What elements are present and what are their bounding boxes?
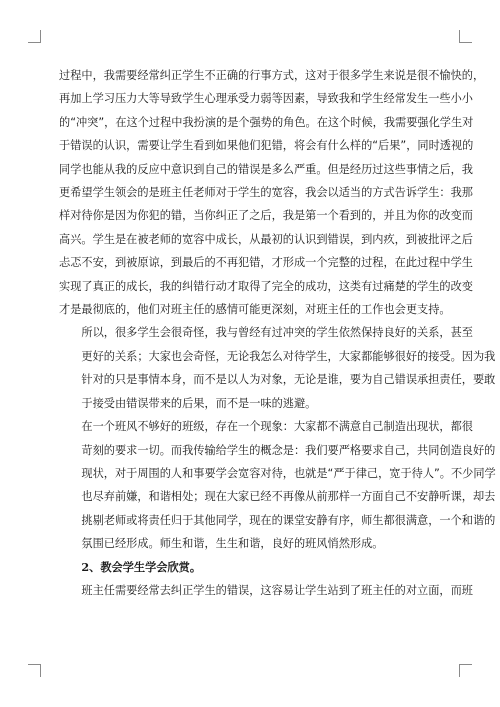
text-line: 于错误的认识，需要让学生看到如果他们犯错，将会有什么样的“后果”，同时透视的 [59, 139, 474, 153]
text-line: 针对的只是事情本身，而不是以人为对象，无论是谁，要为自己错误承担责任，要敢 [81, 373, 496, 387]
text-line: 现状，对于周围的人和事要学会宽容对待，也就是“严于律己，宽于待人”。不少同学 [81, 466, 496, 480]
text-line: 也尽弃前嫌，和谐相处；现在大家已经不再像从前那样一方面自己不安静听课，却去 [81, 490, 496, 504]
text-line: 苛刻的要求一切。而我传输给学生的概念是：我们要严格要求自己，共同创造良好的 [81, 443, 496, 457]
text-line: 班主任需要经常去纠正学生的错误，这容易让学生站到了班主任的对立面，而班 [81, 583, 473, 597]
text-line: 挑剔老师或将责任归于其他同学，现在的课堂安静有序，师生都很满意，一个和谐的 [81, 513, 496, 527]
text-line: 所以，很多学生会很奇怪，我与曾经有过冲突的学生依然保持良好的关系，甚至 [81, 326, 473, 340]
section-heading [59, 556, 443, 579]
text-line: 再加上学习压力大等导致学生心理承受力弱等因素，导致我和学生经常发生一些小小 [59, 92, 473, 106]
text-line: 氛围已经形成。师生和谐，生生和谐，良好的班风悄然形成。 [81, 537, 384, 551]
crop-mark-top-right [459, 30, 472, 43]
text-line: 高兴。学生是在被老师的宽容中成长，从最初的认识到错误，到内疚，到被批评之后 [59, 232, 473, 246]
text-line: 才是最彻底的，他们对班主任的感情可能更深刻，对班主任的工作也会更支持。 [59, 303, 451, 317]
text-line: 在一个班风不够好的班级，存在一个现象：大家都不满意自己制造出现状，都很 [81, 420, 473, 434]
paragraph-class-atmosphere [59, 415, 496, 555]
document-body [59, 64, 496, 602]
crop-mark-top-left [28, 30, 41, 43]
crop-mark-bottom-right [459, 664, 472, 677]
paragraph-good-relations [59, 321, 496, 415]
heading-line: 2、教会学生学会欣赏。 [81, 559, 202, 574]
paragraph-teacher-correction [59, 579, 473, 602]
paragraph-conflict-correction [59, 64, 485, 321]
text-line: 样对待你是因为你犯的错，当你纠正了之后，我是第一个看到的，并且为你的改变而 [59, 209, 473, 223]
text-line: 实现了真正的成长，我的纠错行动才取得了完全的成功，这类有过痛楚的学生的改变 [59, 279, 473, 293]
crop-mark-bottom-left [28, 664, 41, 677]
text-line: 的“冲突”，在这个过程中我扮演的是个强势的角色。在这个时候，我需要强化学生对 [59, 115, 474, 129]
text-line: 更希望学生领会的是班主任老师对于学生的宽容，我会以适当的方式告诉学生：我那 [59, 186, 473, 200]
text-line: 同学也能从我的反应中意识到自己的错误是多么严重。但是经历过这些事情之后，我 [59, 162, 473, 176]
text-line: 于接受由错误带来的后果，而不是一味的逃避。 [81, 396, 317, 410]
text-line: 过程中，我需要经常纠正学生不正确的行事方式，这对于很多学生来说是很不愉快的， [59, 69, 485, 82]
text-line: 忐忑不安，到被原谅，到最后的不再犯错，才形成一个完整的过程，在此过程中学生 [59, 256, 473, 270]
text-line: 更好的关系；大家也会奇怪，无论我怎么对待学生，大家都能够很好的接受。因为我 [81, 349, 496, 363]
